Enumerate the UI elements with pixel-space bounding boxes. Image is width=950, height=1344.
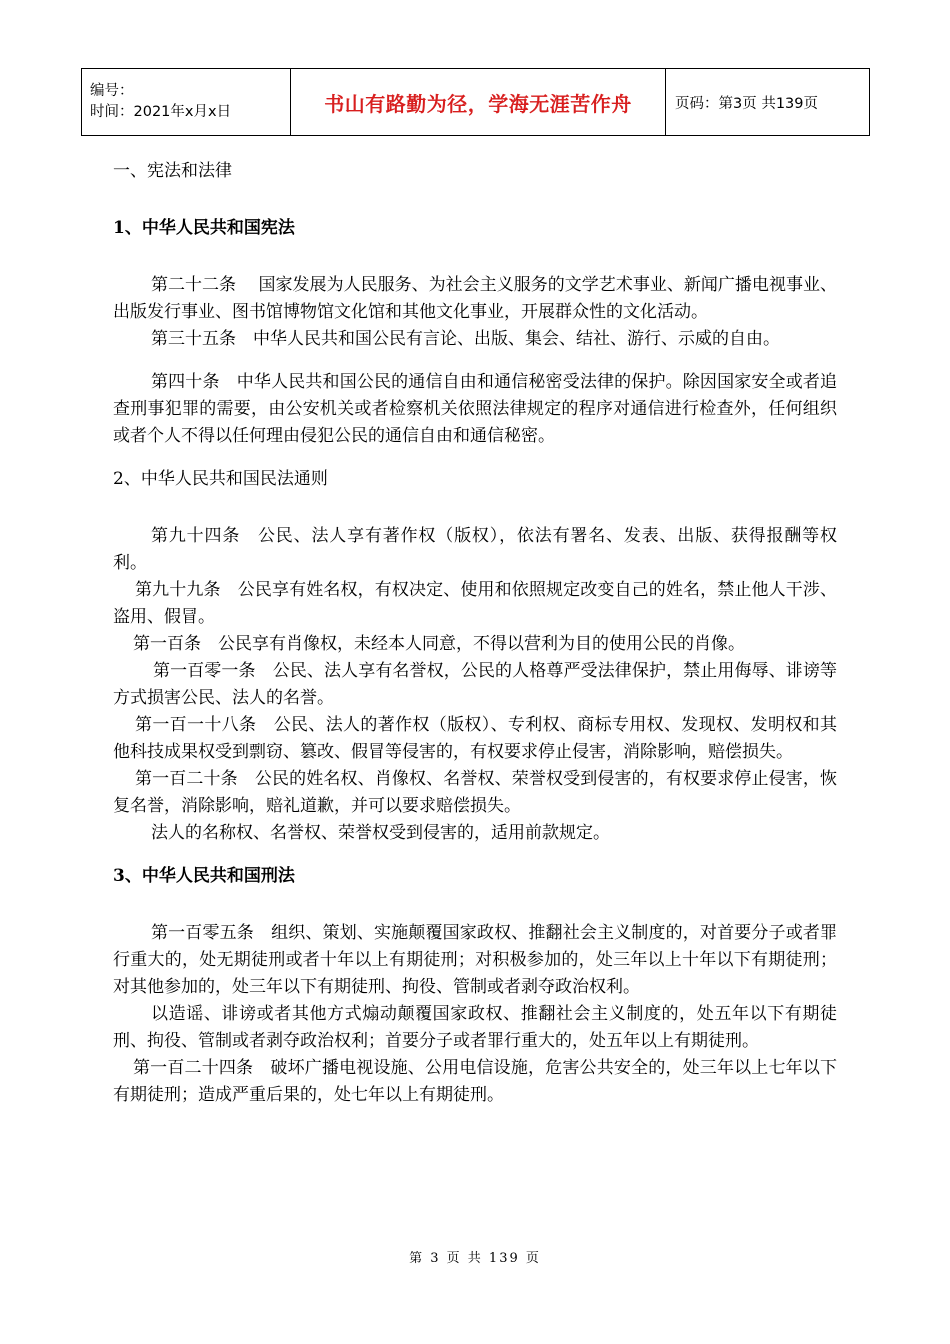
paragraph: 第三十五条 中华人民共和国公民有言论、出版、集会、结社、游行、示威的自由。 bbox=[151, 329, 780, 349]
paragraph: 第二十二条 国家发展为人民服务、为社会主义服务的文学艺术事业、新闻广播电视事业、出版发行事业、图书馆博物馆文化馆和其他文化事业，开展群众性的文化活动。 bbox=[113, 275, 837, 322]
section-3-heading: 3、中华人民共和国刑法 bbox=[113, 866, 295, 886]
motto-text: 书山有路勤为径，学海无涯苦作舟 bbox=[324, 91, 632, 116]
paragraph: 以造谣、诽谤或者其他方式煽动颠覆国家政权、推翻社会主义制度的，处五年以下有期徒刑、拘役、管制或者剥夺政治权利；首要分子或者罪行重大的，处五年以上有期徒刑。 bbox=[113, 1004, 837, 1051]
header-meta bbox=[82, 69, 291, 136]
date-label: 时间：2021年x月x日 bbox=[90, 104, 232, 120]
paragraph: 第一百条 公民享有肖像权，未经本人同意，不得以营利为目的使用公民的肖像。 bbox=[133, 634, 745, 654]
document-header bbox=[81, 68, 870, 136]
paragraph: 第一百二十四条 破坏广播电视设施、公用电信设施，危害公共安全的，处三年以上七年以下有期徒刑；造成严重后果的，处七年以上有期徒刑。 bbox=[113, 1058, 837, 1105]
number-label: 编号： bbox=[90, 83, 134, 99]
document-body bbox=[113, 158, 837, 1109]
page-label: 页码：第3页 共139页 bbox=[675, 95, 819, 112]
paragraph: 法人的名称权、名誉权、荣誉权受到侵害的，适用前款规定。 bbox=[151, 823, 610, 843]
paragraph: 第一百一十八条 公民、法人的著作权（版权）、专利权、商标专用权、发现权、发明权和其他科技成果权受到剽窃、篡改、假冒等侵害的，有权要求停止侵害，消除影响，赔偿损失。 bbox=[113, 715, 837, 762]
paragraph: 第一百二十条 公民的姓名权、肖像权、名誉权、荣誉权受到侵害的，有权要求停止侵害，恢复名誉，消除影响，赔礼道歉，并可以要求赔偿损失。 bbox=[113, 769, 837, 816]
paragraph: 第四十条 中华人民共和国公民的通信自由和通信秘密受法律的保护。除因国家安全或者追查刑事犯罪的需要，由公安机关或者检察机关依照法律规定的程序对通信进行检查外，任何组织或者个人不得以任何理由侵犯公民的通信自由和通信秘密。 bbox=[113, 372, 837, 446]
paragraph: 第九十四条 公民、法人享有著作权（版权），依法有署名、发表、出版、获得报酬等权利。 bbox=[113, 526, 837, 573]
paragraph: 第一百零一条 公民、法人享有名誉权，公民的人格尊严受法律保护，禁止用侮辱、诽谤等方式损害公民、法人的名誉。 bbox=[113, 661, 837, 708]
section-1-heading: 1、中华人民共和国宪法 bbox=[113, 218, 295, 238]
section-title: 一、宪法和法律 bbox=[113, 161, 232, 181]
page-footer: 第 3 页 共 139 页 bbox=[409, 1251, 541, 1266]
section-2-heading: 2、中华人民共和国民法通则 bbox=[113, 469, 328, 489]
header-page-cell bbox=[666, 69, 870, 136]
header-motto-cell bbox=[291, 69, 666, 136]
paragraph: 第九十九条 公民享有姓名权，有权决定、使用和依照规定改变自己的姓名，禁止他人干涉、盗用、假冒。 bbox=[113, 580, 837, 627]
paragraph: 第一百零五条 组织、策划、实施颠覆国家政权、推翻社会主义制度的，对首要分子或者罪行重大的，处无期徒刑或者十年以上有期徒刑；对积极参加的，处三年以上十年以下有期徒刑；对其他参加的，处三年以下有期徒刑、拘役、管制或者剥夺政治权利。 bbox=[113, 923, 837, 997]
